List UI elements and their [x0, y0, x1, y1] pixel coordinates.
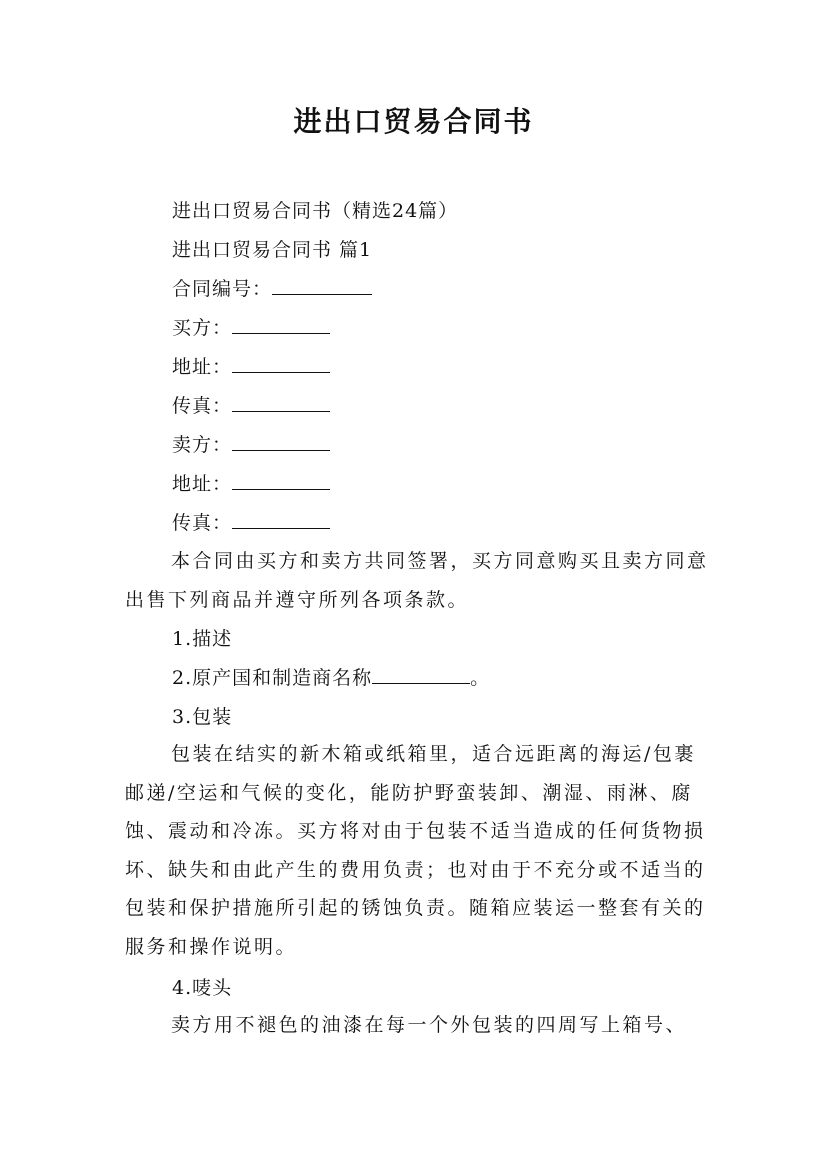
fill-blank: [232, 354, 330, 373]
field-label: 合同编号：: [172, 278, 273, 300]
fill-blank: [272, 276, 372, 295]
field-buyer: [172, 315, 330, 341]
field-label: 地址：: [172, 356, 233, 378]
field-seller: [172, 432, 330, 458]
packaging-text: 包装在结实的新木箱或纸箱里，适合远距离的海运/包裹邮递/空运和气候的变化，能防护野蛮装卸、潮湿、雨淋、腐蚀、震动和冷冻。买方将对由于包装不适当造成的任何货物损坏、缺失和由此产生的费用负责；也对由于不充分或不适当的包装和保护措施所引起的锈蚀负责。随箱应装运一整套有关的服务和操作说明。: [125, 743, 706, 958]
item-origin-heading: [172, 665, 490, 691]
fill-blank: [372, 665, 470, 684]
marks-paragraph: [125, 1006, 715, 1045]
item-origin-label: 2.原产国和制造商名称: [172, 667, 373, 689]
field-label: 买方：: [172, 317, 233, 339]
field-label: 传真：: [172, 512, 233, 534]
field-buyer-address: [172, 354, 330, 380]
field-label: 地址：: [172, 473, 233, 495]
fill-blank: [232, 510, 330, 529]
fill-blank: [232, 393, 330, 412]
field-label: 卖方：: [172, 434, 233, 456]
item-packaging-heading: 3.包装: [172, 706, 233, 728]
section-heading: 进出口贸易合同书 篇1: [172, 239, 373, 261]
document-title: 进出口贸易合同书: [293, 105, 534, 138]
fill-blank: [232, 432, 330, 451]
item-marks-heading: 4.唛头: [172, 977, 233, 999]
field-contract-number: [172, 276, 372, 302]
fill-blank: [232, 471, 330, 490]
field-seller-fax: [172, 510, 330, 536]
document-subtitle: 进出口贸易合同书（精选24篇）: [172, 200, 459, 222]
marks-text: 卖方用不褪色的油漆在每一个外包装的四周写上箱号、: [171, 1014, 688, 1036]
field-buyer-fax: [172, 393, 330, 419]
field-seller-address: [172, 471, 330, 497]
packaging-paragraph: [125, 735, 715, 966]
intro-paragraph: [125, 542, 715, 619]
intro-text: 本合同由买方和卖方共同签署，买方同意购买且卖方同意出售下列商品并遵守所列各项条款。: [125, 550, 709, 611]
field-label: 传真：: [172, 395, 233, 417]
fill-blank: [232, 315, 330, 334]
item-description-heading: 1.描述: [172, 628, 233, 650]
item-origin-suffix: 。: [470, 667, 491, 689]
